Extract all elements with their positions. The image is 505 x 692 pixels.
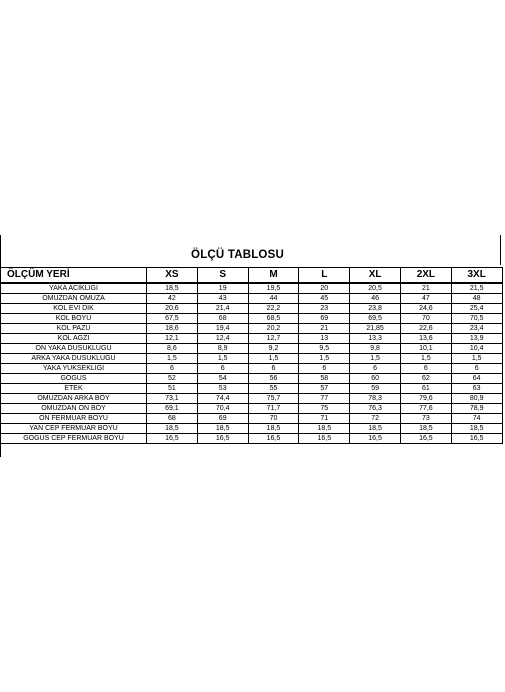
size-value-cell: 47 (400, 294, 451, 304)
size-value-cell: 6 (147, 364, 198, 374)
size-value-cell: 1,5 (147, 354, 198, 364)
size-value-cell: 21 (400, 283, 451, 294)
size-value-cell: 13,9 (451, 334, 502, 344)
size-value-cell: 25,4 (451, 304, 502, 314)
size-value-cell: 18,6 (147, 324, 198, 334)
size-value-cell: 73,1 (147, 394, 198, 404)
measurement-label: YAN CEP FERMUAR BOYU (1, 424, 147, 434)
size-value-cell: 6 (248, 364, 299, 374)
size-value-cell: 51 (147, 384, 198, 394)
size-value-cell: 12,4 (197, 334, 248, 344)
size-value-cell: 19 (197, 283, 248, 294)
size-chart-sheet (0, 235, 505, 457)
table-row (1, 394, 503, 404)
size-value-cell: 70 (400, 314, 451, 324)
size-value-cell: 8,6 (147, 344, 198, 354)
measurement-label: ON FERMUAR BOYU (1, 414, 147, 424)
header-cell-m: M (248, 268, 299, 284)
size-value-cell: 68 (197, 314, 248, 324)
header-cell-l: L (299, 268, 350, 284)
measurement-label: GOGUS (1, 374, 147, 384)
size-value-cell: 73 (400, 414, 451, 424)
size-value-cell: 6 (299, 364, 350, 374)
size-value-cell: 13,3 (350, 334, 401, 344)
measurement-label: OMUZDAN ON BOY (1, 404, 147, 414)
size-value-cell: 18,5 (147, 424, 198, 434)
table-row (1, 404, 503, 414)
table-row (1, 324, 503, 334)
size-value-cell: 44 (248, 294, 299, 304)
size-value-cell: 18,5 (147, 283, 198, 294)
size-value-cell: 70,4 (197, 404, 248, 414)
size-value-cell: 18,5 (248, 424, 299, 434)
size-value-cell: 71 (299, 414, 350, 424)
size-value-cell: 21,5 (451, 283, 502, 294)
size-value-cell: 23,8 (350, 304, 401, 314)
measurement-label: KOL AGZI (1, 334, 147, 344)
table-row (1, 384, 503, 394)
size-value-cell: 77 (299, 394, 350, 404)
size-value-cell: 16,5 (147, 434, 198, 444)
size-value-cell: 59 (350, 384, 401, 394)
size-value-cell: 1,5 (400, 354, 451, 364)
measurement-label: ON YAKA DUSUKLUGU (1, 344, 147, 354)
measurement-label: GOGUS CEP FERMUAR BOYU (1, 434, 147, 444)
header-row (1, 268, 503, 284)
size-value-cell: 60 (350, 374, 401, 384)
size-value-cell: 74 (451, 414, 502, 424)
size-value-cell: 70,5 (451, 314, 502, 324)
size-value-cell: 12,7 (248, 334, 299, 344)
size-value-cell: 24,6 (400, 304, 451, 314)
size-value-cell: 16,5 (400, 434, 451, 444)
size-value-cell: 53 (197, 384, 248, 394)
size-value-cell: 71,7 (248, 404, 299, 414)
size-value-cell: 67,5 (147, 314, 198, 324)
size-value-cell: 18,5 (451, 424, 502, 434)
table-row (1, 354, 503, 364)
size-value-cell: 18,5 (350, 424, 401, 434)
size-value-cell: 18,5 (299, 424, 350, 434)
size-value-cell: 23,4 (451, 324, 502, 334)
size-value-cell: 69,1 (147, 404, 198, 414)
size-value-cell: 78,3 (350, 394, 401, 404)
table-row (1, 344, 503, 354)
size-value-cell: 75 (299, 404, 350, 414)
size-value-cell: 54 (197, 374, 248, 384)
size-value-cell: 55 (248, 384, 299, 394)
measurement-label: ETEK (1, 384, 147, 394)
size-value-cell: 48 (451, 294, 502, 304)
size-value-cell: 16,5 (350, 434, 401, 444)
size-value-cell: 13 (299, 334, 350, 344)
measurement-label: ARKA YAKA DUSUKLUGU (1, 354, 147, 364)
size-value-cell: 10,1 (400, 344, 451, 354)
size-value-cell: 1,5 (197, 354, 248, 364)
size-value-cell: 62 (400, 374, 451, 384)
size-value-cell: 70 (248, 414, 299, 424)
size-value-cell: 64 (451, 374, 502, 384)
size-value-cell: 68 (147, 414, 198, 424)
size-value-cell: 16,5 (299, 434, 350, 444)
size-value-cell: 1,5 (350, 354, 401, 364)
size-value-cell: 77,6 (400, 404, 451, 414)
size-value-cell: 9,2 (248, 344, 299, 354)
size-value-cell: 13,6 (400, 334, 451, 344)
size-value-cell: 18,5 (197, 424, 248, 434)
table-row (1, 364, 503, 374)
measurement-label: YAKA ACIKLIGI (1, 283, 147, 294)
size-value-cell: 76,3 (350, 404, 401, 414)
size-value-cell: 8,9 (197, 344, 248, 354)
size-value-cell: 6 (197, 364, 248, 374)
size-value-cell: 19,4 (197, 324, 248, 334)
measurement-label: OMUZDAN ARKA BOY (1, 394, 147, 404)
size-value-cell: 1,5 (248, 354, 299, 364)
header-cell-2xl: 2XL (400, 268, 451, 284)
size-value-cell: 63 (451, 384, 502, 394)
size-value-cell: 18,5 (400, 424, 451, 434)
size-value-cell: 61 (400, 384, 451, 394)
size-value-cell: 20,6 (147, 304, 198, 314)
size-value-cell: 57 (299, 384, 350, 394)
size-value-cell: 20,2 (248, 324, 299, 334)
size-value-cell: 42 (147, 294, 198, 304)
size-value-cell: 56 (248, 374, 299, 384)
size-value-cell: 58 (299, 374, 350, 384)
size-value-cell: 20 (299, 283, 350, 294)
size-value-cell: 6 (451, 364, 502, 374)
size-value-cell: 21 (299, 324, 350, 334)
size-value-cell: 16,5 (248, 434, 299, 444)
size-value-cell: 75,7 (248, 394, 299, 404)
header-cell-s: S (197, 268, 248, 284)
size-value-cell: 6 (400, 364, 451, 374)
size-value-cell: 1,5 (451, 354, 502, 364)
measurement-label: KOL BOYU (1, 314, 147, 324)
size-value-cell: 69 (197, 414, 248, 424)
table-row (1, 424, 503, 434)
size-value-cell: 52 (147, 374, 198, 384)
size-value-cell: 43 (197, 294, 248, 304)
size-value-cell: 16,5 (451, 434, 502, 444)
table-row (1, 434, 503, 444)
table-row (1, 414, 503, 424)
size-value-cell: 16,5 (197, 434, 248, 444)
size-value-cell: 69,5 (350, 314, 401, 324)
size-value-cell: 21,4 (197, 304, 248, 314)
size-value-cell: 12,1 (147, 334, 198, 344)
size-value-cell: 80,9 (451, 394, 502, 404)
size-value-cell: 74,4 (197, 394, 248, 404)
table-row (1, 294, 503, 304)
size-value-cell: 22,2 (248, 304, 299, 314)
sheet-right-border (500, 235, 501, 265)
table-row (1, 334, 503, 344)
header-cell-xl: XL (350, 268, 401, 284)
chart-title: ÖLÇÜ TABLOSU (191, 249, 284, 261)
size-value-cell: 19,5 (248, 283, 299, 294)
measurement-label: OMUZDAN OMUZA (1, 294, 147, 304)
size-value-cell: 69 (299, 314, 350, 324)
measurement-label: KOL PAZU (1, 324, 147, 334)
size-table (0, 267, 503, 444)
header-cell-3xl: 3XL (451, 268, 502, 284)
size-value-cell: 68,5 (248, 314, 299, 324)
size-value-cell: 72 (350, 414, 401, 424)
table-row (1, 374, 503, 384)
header-cell-measurement: ÖLÇÜM YERİ (1, 268, 147, 284)
size-value-cell: 9,5 (299, 344, 350, 354)
size-value-cell: 1,5 (299, 354, 350, 364)
measurement-label: YAKA YUKSEKLIGI (1, 364, 147, 374)
measurement-label: KOL EVI DIK (1, 304, 147, 314)
size-value-cell: 10,4 (451, 344, 502, 354)
table-row (1, 283, 503, 294)
header-cell-xs: XS (147, 268, 198, 284)
size-value-cell: 20,5 (350, 283, 401, 294)
table-row (1, 314, 503, 324)
size-value-cell: 45 (299, 294, 350, 304)
size-value-cell: 22,6 (400, 324, 451, 334)
size-value-cell: 23 (299, 304, 350, 314)
size-value-cell: 79,6 (400, 394, 451, 404)
size-value-cell: 78,9 (451, 404, 502, 414)
size-value-cell: 9,8 (350, 344, 401, 354)
size-value-cell: 6 (350, 364, 401, 374)
size-value-cell: 46 (350, 294, 401, 304)
table-row (1, 304, 503, 314)
size-value-cell: 21,85 (350, 324, 401, 334)
